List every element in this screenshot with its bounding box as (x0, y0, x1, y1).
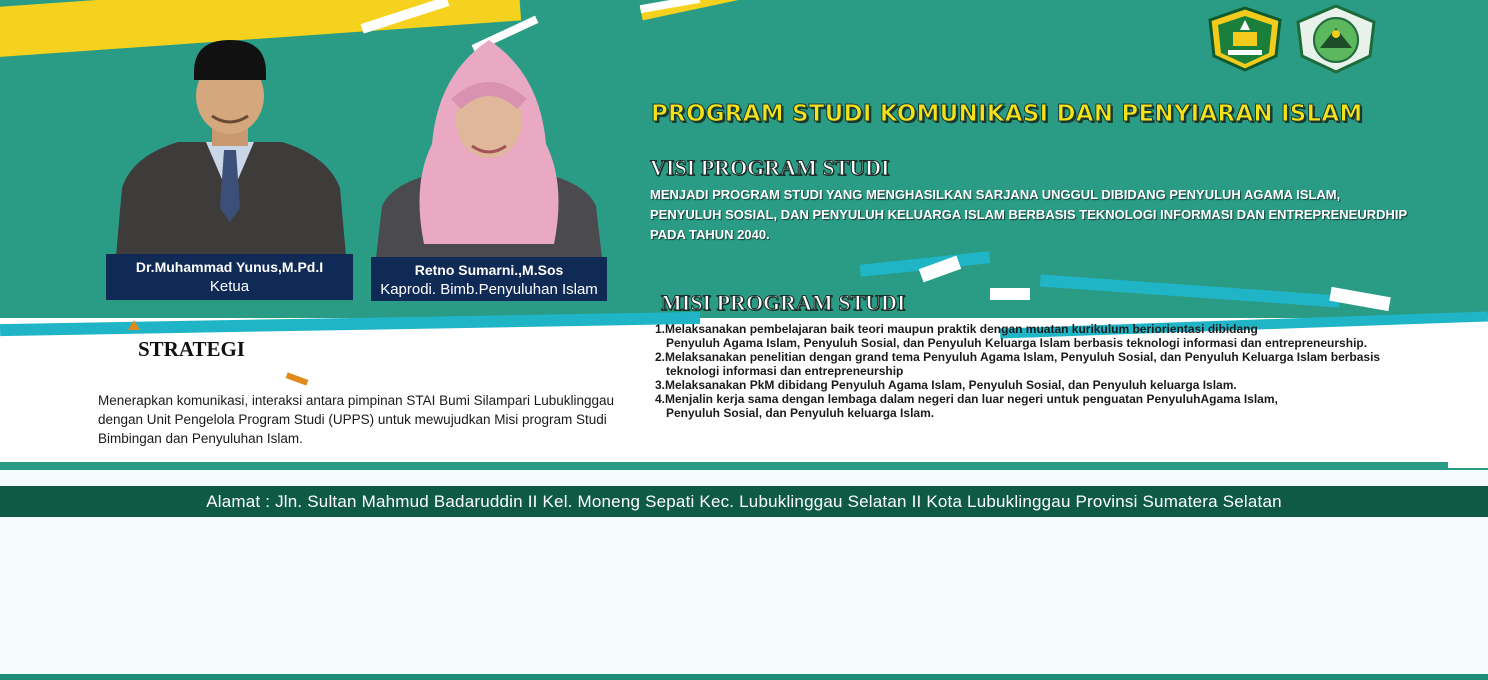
misi-list (655, 322, 1415, 420)
address-text: Alamat : Jln. Sultan Mahmud Badaruddin II Kel. Moneng Sepati Kec. Lubuklinggau Selatan II Kota Lubuklinggau Provinsi Sumatera Selatan (206, 492, 1282, 511)
white-dash-decoration (990, 288, 1030, 300)
bottom-edge-decoration (0, 462, 1448, 470)
list-item (655, 322, 1415, 350)
kemenag-logo-icon (1206, 6, 1284, 72)
portrait-kaprodi (372, 34, 606, 258)
misi-item-line: 2.Melaksanakan penelitian dengan grand tema Penyuluh Agama Islam, Penyuluh Sosial, dan Penyuluh Keluarga Islam berbasis (655, 350, 1381, 364)
person-name: Dr.Muhammad Yunus,M.Pd.I (135, 259, 324, 275)
white-dash-decoration (1329, 287, 1391, 311)
name-box-kaprodi (371, 257, 607, 301)
list-item (655, 378, 1415, 392)
misi-heading: MISI PROGRAM STUDI (661, 290, 906, 315)
page-title: PROGRAM STUDI KOMUNIKASI DAN PENYIARAN ISLAM (651, 101, 1363, 127)
list-item (655, 392, 1415, 420)
list-item (655, 350, 1415, 378)
stai-bumi-silampari-logo-icon (1294, 4, 1378, 74)
teal-dash-decoration (1040, 275, 1340, 308)
misi-item-line: Penyuluh Agama Islam, Penyuluh Sosial, dan Penyuluh Keluarga Islam berbasis teknologi informasi dan entrepreneurship. (666, 336, 1368, 350)
misi-item-line: Penyuluh Sosial, dan Penyuluh keluarga Islam. (666, 406, 935, 420)
visi-heading: VISI PROGRAM STUDI (650, 155, 890, 180)
misi-item-line: 1.Melaksanakan pembelajaran baik teori maupun praktik dengan muatan kurikulum beriorientasi dibidang (655, 322, 1258, 336)
visi-text: MENJADI PROGRAM STUDI YANG MENGHASILKAN SARJANA UNGGUL DIBIDANG PENYULUH AGAMA ISLAM, PENYULUH SOSIAL, DAN PENYULUH KELUARGA ISLAM BERBASIS TEKNOLOGI INFORMASI DAN ENTREPRENEURDHIP PADA TAHUN 2040. (650, 187, 1407, 242)
bottom-border (0, 674, 1488, 680)
orange-mark-decoration (128, 320, 140, 330)
name-box-ketua (106, 254, 353, 300)
person-role: Kaprodi. Bimb.Penyuluhan Islam (380, 281, 598, 298)
portrait-ketua (108, 38, 352, 256)
strategi-heading: STRATEGI (138, 337, 245, 361)
misi-item-line: 4.Menjalin kerja sama dengan lembaga dalam negeri dan luar negeri untuk penguatan PenyuluhAgama Islam, (655, 392, 1278, 406)
footer-address-bar (0, 486, 1488, 517)
strategi-text: Menerapkan komunikasi, interaksi antara pimpinan STAI Bumi Silampari Lubuklinggau dengan Unit Pengelola Program Studi (UPPS) untuk mewujudkan Misi program Studi Bimbingan dan Penyuluhan Islam. (98, 393, 615, 446)
misi-item-line: teknologi informasi dan entrepreneurship (666, 364, 904, 378)
person-name: Retno Sumarni.,M.Sos (414, 262, 564, 278)
misi-item-line: 3.Melaksanakan PkM dibidang Penyuluh Agama Islam, Penyuluh Sosial, dan Penyuluh keluarga Islam. (655, 378, 1237, 392)
person-role: Ketua (209, 278, 250, 295)
